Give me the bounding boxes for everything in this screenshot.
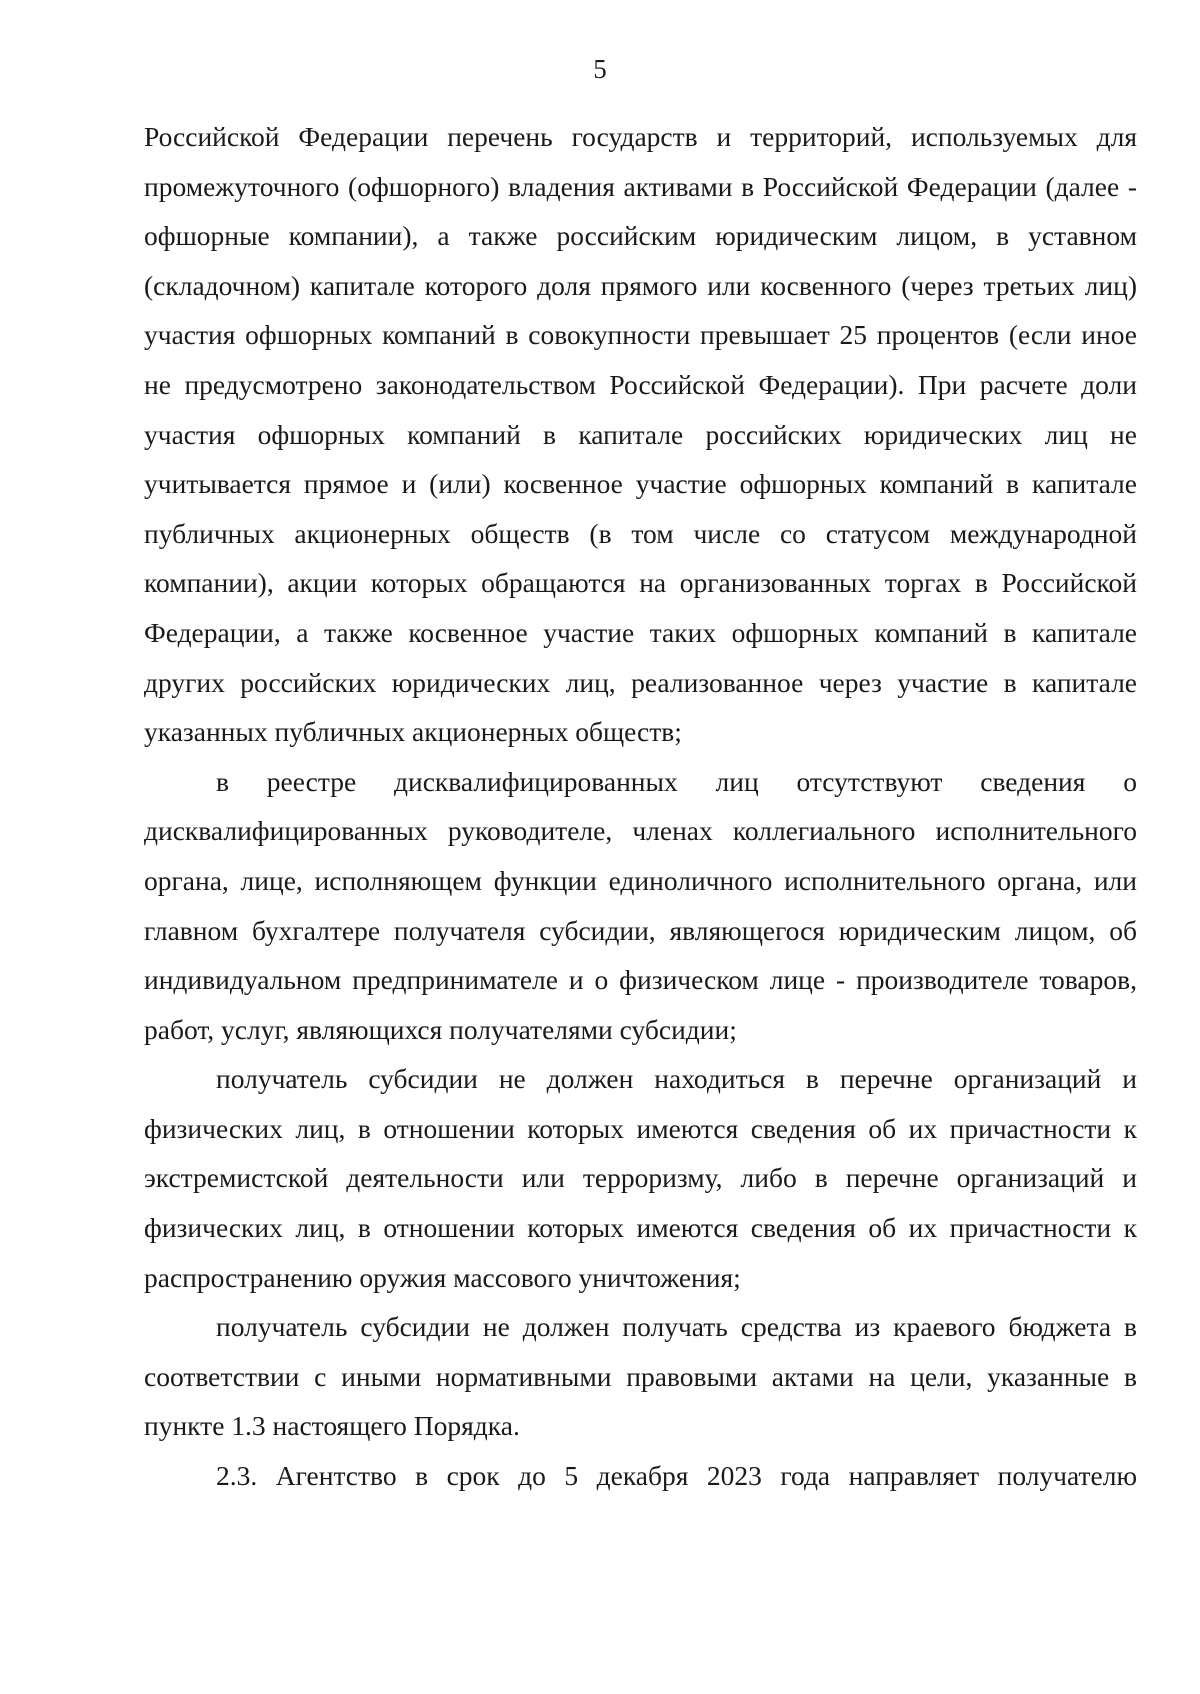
document-body <box>144 112 1137 1501</box>
paragraph-extremism-list: получатель субсидии не должен находиться в перечне организаций и физических лиц, в отношении которых имеются сведения об их причастности к экстремистской деятельности или терроризму, либо в перечне организаций и физических лиц, в отношении которых имеются сведения об их причастности к распространению оружия массового уничтожения; <box>144 1063 1137 1293</box>
paragraph-other-budget-funds: получатель субсидии не должен получать средства из краевого бюджета в соответствии с иными нормативными правовыми актами на цели, указанные в пункте 1.3 настоящего Порядка. <box>144 1311 1137 1442</box>
paragraph-offshore-companies: Российской Федерации перечень государств и территорий, используемых для промежуточного (офшорного) владения активами в Российской Федерации (далее - офшорные компании), а также российским юридическим лицом, в уставном (складочном) капитале которого доля прямого или косвенного (через третьих лиц) участия офшорных компаний в совокупности превышает 25 процентов (если иное не предусмотрено законодательством Российской Федерации). При расчете доли участия офшорных компаний в капитале российских юридических лиц не учитывается прямое и (или) косвенное участие офшорных компаний в капитале публичных акционерных обществ (в том числе со статусом международной компании), акции которых обращаются на организованных торгах в Российской Федерации, а также косвенное участие таких офшорных компаний в капитале других российских юридических лиц, реализованное через участие в капитале указанных публичных акционерных обществ; <box>144 121 1137 748</box>
page-number: 5 <box>593 54 607 84</box>
paragraph-section-2-3: 2.3. Агентство в срок до 5 декабря 2023 года направляет получателю <box>216 1460 1137 1492</box>
paragraph-disqualified-persons: в реестре дисквалифицированных лиц отсутствуют сведения о дисквалифицированных руководителе, членах коллегиального исполнительного органа, лице, исполняющем функции единоличного исполнительного органа, или главном бухгалтере получателя субсидии, являющегося юридическим лицом, об индивидуальном предпринимателе и о физическом лице - производителе товаров, работ, услуг, являющихся получателями субсидии; <box>144 765 1137 1045</box>
